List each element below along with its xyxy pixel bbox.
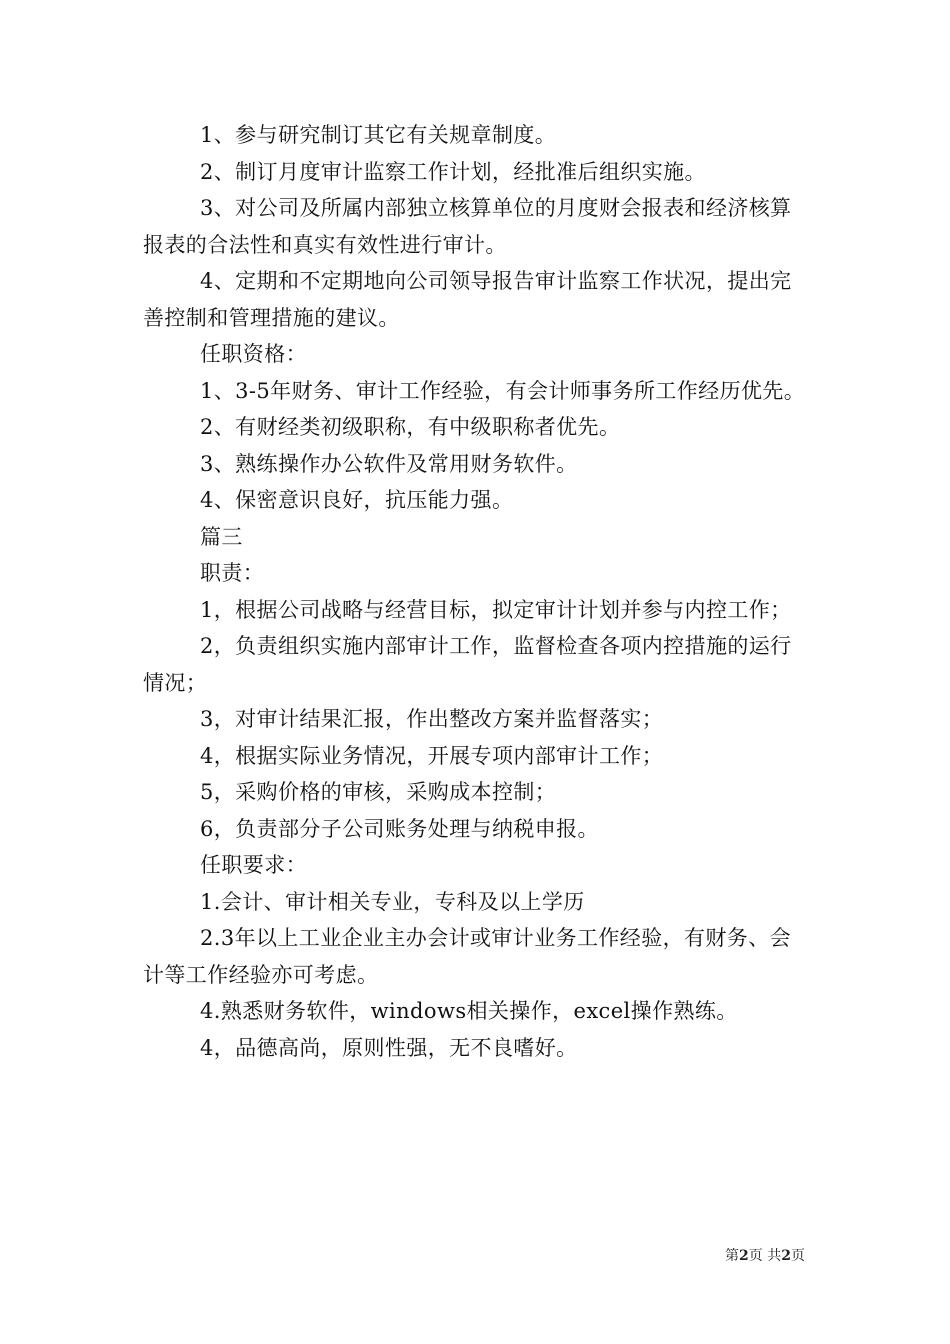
- paragraph: 1，根据公司战略与经营目标，拟定审计计划并参与内控工作；: [200, 597, 792, 622]
- paragraph: 2、有财经类初级职称，有中级职称者优先。: [200, 415, 621, 439]
- paragraph: 4，根据实际业务情况，开展专项内部审计工作；: [200, 743, 664, 768]
- paragraph: 2，负责组织实施内部审计工作，监督检查各项内控措施的运行情况；: [143, 634, 792, 695]
- paragraph: 1、参与研究制订其它有关规章制度。: [200, 123, 557, 147]
- paragraph: 2、制订月度审计监察工作计划，经批准后组织实施。: [200, 159, 706, 184]
- page-footer: [725, 1247, 805, 1265]
- paragraph: 3，对审计结果汇报，作出整改方案并监督落实；: [200, 707, 664, 731]
- paragraph: 3、对公司及所属内部独立核算单位的月度财会报表和经济核算报表的合法性和真实有效性进行审计。: [143, 196, 792, 257]
- paragraph: 3、熟练操作办公软件及常用财务软件。: [200, 451, 578, 476]
- paragraph: 1、3-5年财务、审计工作经验，有会计师事务所工作经历优先。: [200, 378, 806, 403]
- paragraph: 4、定期和不定期地向公司领导报告审计监察工作状况，提出完善控制和管理措施的建议。: [143, 269, 792, 330]
- current-page-number: 2: [739, 1248, 749, 1264]
- paragraph: 1.会计、审计相关专业，专科及以上学历: [200, 889, 585, 914]
- footer-prefix: 第: [725, 1248, 740, 1264]
- body-text: [143, 117, 808, 1066]
- paragraph: 2.3年以上工业企业主办会计或审计业务工作经验，有财务、会计等工作经验亦可考虑。: [143, 926, 791, 987]
- footer-middle: 页 共: [748, 1248, 782, 1264]
- total-pages-number: 2: [781, 1248, 791, 1264]
- section-heading: 任职资格：: [200, 342, 307, 366]
- paragraph: 4.熟悉财务软件，windows相关操作，excel操作熟练。: [200, 999, 738, 1023]
- paragraph: 4，品德高尚，原则性强，无不良嗜好。: [200, 1035, 578, 1060]
- paragraph: 6，负责部分子公司账务处理与纳税申报。: [200, 816, 599, 841]
- section-heading: 任职要求：: [200, 853, 307, 877]
- section-heading: 篇三: [200, 524, 243, 549]
- footer-suffix: 页: [791, 1248, 805, 1264]
- paragraph: 4、保密意识良好，抗压能力强。: [200, 488, 514, 512]
- section-heading: 职责：: [200, 561, 265, 585]
- paragraph: 5，采购价格的审核，采购成本控制；: [200, 780, 557, 804]
